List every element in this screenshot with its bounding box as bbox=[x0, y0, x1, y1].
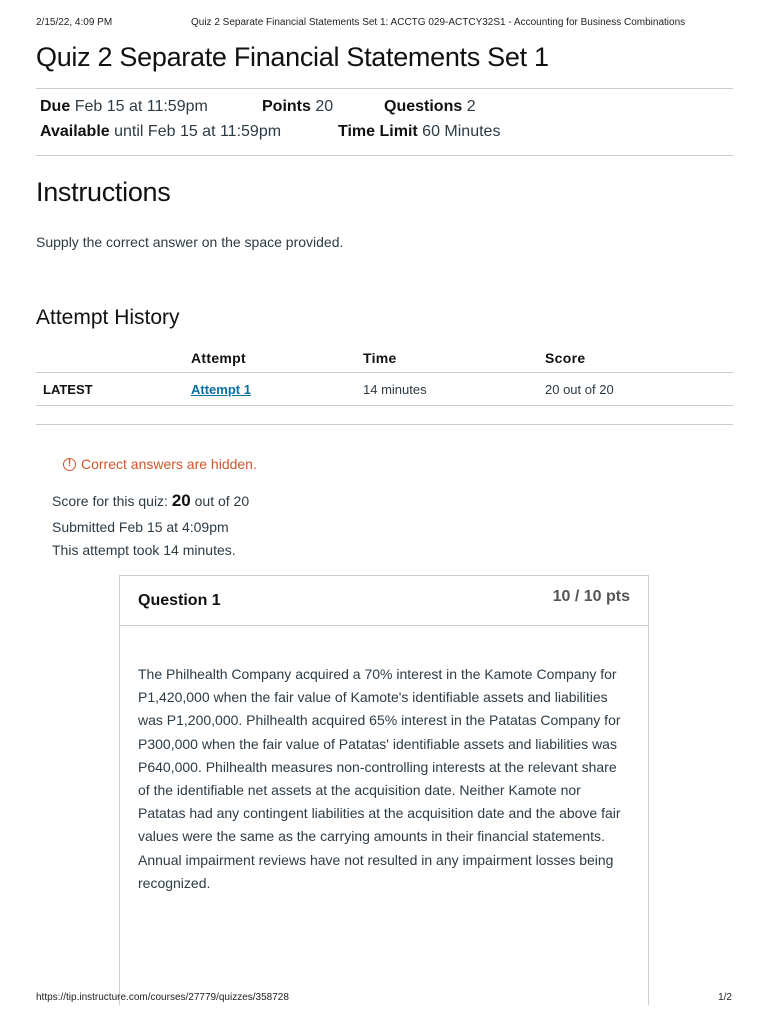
time-limit-label: Time Limit bbox=[338, 123, 418, 140]
divider bbox=[36, 424, 733, 425]
attempt-history-heading: Attempt History bbox=[36, 306, 180, 329]
score-prefix: Score for this quiz: bbox=[52, 493, 168, 509]
table-row bbox=[36, 373, 733, 406]
points-label: Points bbox=[262, 98, 311, 115]
instructions-text: Supply the correct answer on the space provided. bbox=[36, 234, 344, 250]
quiz-score bbox=[52, 491, 249, 511]
question-card bbox=[119, 575, 649, 1005]
question-title: Question 1 bbox=[138, 592, 221, 609]
points-value: 20 bbox=[315, 98, 334, 115]
warning-icon: ! bbox=[63, 458, 76, 471]
divider bbox=[36, 88, 733, 89]
questions-label: Questions bbox=[384, 98, 463, 115]
quiz-due bbox=[40, 98, 208, 116]
attempt-score: 20 out of 20 bbox=[545, 373, 733, 406]
quiz-time-limit bbox=[338, 123, 500, 141]
instructions-heading: Instructions bbox=[36, 177, 171, 207]
column-header-time: Time bbox=[363, 343, 545, 373]
table-header-row bbox=[36, 343, 733, 373]
quiz-available bbox=[40, 123, 281, 141]
latest-label: LATEST bbox=[36, 373, 191, 406]
print-date: 2/15/22, 4:09 PM bbox=[36, 17, 113, 28]
column-header-attempt: Attempt bbox=[191, 343, 363, 373]
due-value: Feb 15 at 11:59pm bbox=[74, 98, 208, 115]
divider bbox=[36, 155, 733, 156]
column-header-blank bbox=[36, 343, 191, 373]
score-value: 20 bbox=[171, 491, 191, 510]
time-limit-value: 60 Minutes bbox=[422, 123, 501, 140]
page-title: Quiz 2 Separate Financial Statements Set 1 bbox=[36, 42, 549, 72]
available-value: until Feb 15 at 11:59pm bbox=[114, 123, 282, 140]
answers-hidden-text: Correct answers are hidden. bbox=[81, 456, 257, 472]
question-header bbox=[120, 576, 648, 626]
answers-hidden-notice bbox=[63, 456, 257, 472]
attempt-time: 14 minutes bbox=[363, 373, 545, 406]
quiz-points bbox=[262, 98, 333, 116]
print-footer bbox=[36, 992, 732, 1003]
print-header bbox=[36, 17, 732, 31]
attempt-1-link[interactable]: Attempt 1 bbox=[191, 381, 251, 397]
submitted-time: Submitted Feb 15 at 4:09pm bbox=[52, 519, 229, 535]
score-suffix: out of 20 bbox=[194, 493, 250, 509]
attempt-duration: This attempt took 14 minutes. bbox=[52, 542, 236, 558]
print-url: https://tip.instructure.com/courses/27779/quizzes/358728 bbox=[36, 992, 289, 1003]
questions-value: 2 bbox=[466, 98, 476, 115]
column-header-score: Score bbox=[545, 343, 733, 373]
print-doc-title: Quiz 2 Separate Financial Statements Set 1: ACCTG 029-ACTCY32S1 - Accounting for Business Combinations bbox=[191, 17, 686, 28]
attempt-cell bbox=[191, 373, 363, 406]
due-label: Due bbox=[40, 98, 71, 115]
print-page-number: 1/2 bbox=[718, 992, 732, 1003]
quiz-questions bbox=[384, 98, 476, 116]
attempt-history-table bbox=[36, 343, 733, 406]
available-label: Available bbox=[40, 123, 110, 140]
question-text: The Philhealth Company acquired a 70% interest in the Kamote Company for P1,420,000 when the fair value of Kamote's identifiable assets and liabilities was P1,200,000. Philhealth acquired 65% interest in the Patatas Company for P300,000 when the fair value of Patatas' identifiable assets and liabilities was P640,000. Philhealth measures non-controlling interests at the relevant share of the identifiable net assets at the acquisition date. Neither Kamote nor Patatas had any contingent liabilities at the acquisition date and the above fair values were the same as the carrying amounts in their financial statements. Annual impairment reviews have not resulted in any impairment losses being recognized. bbox=[138, 666, 621, 891]
question-points: 10 / 10 pts bbox=[552, 588, 630, 605]
